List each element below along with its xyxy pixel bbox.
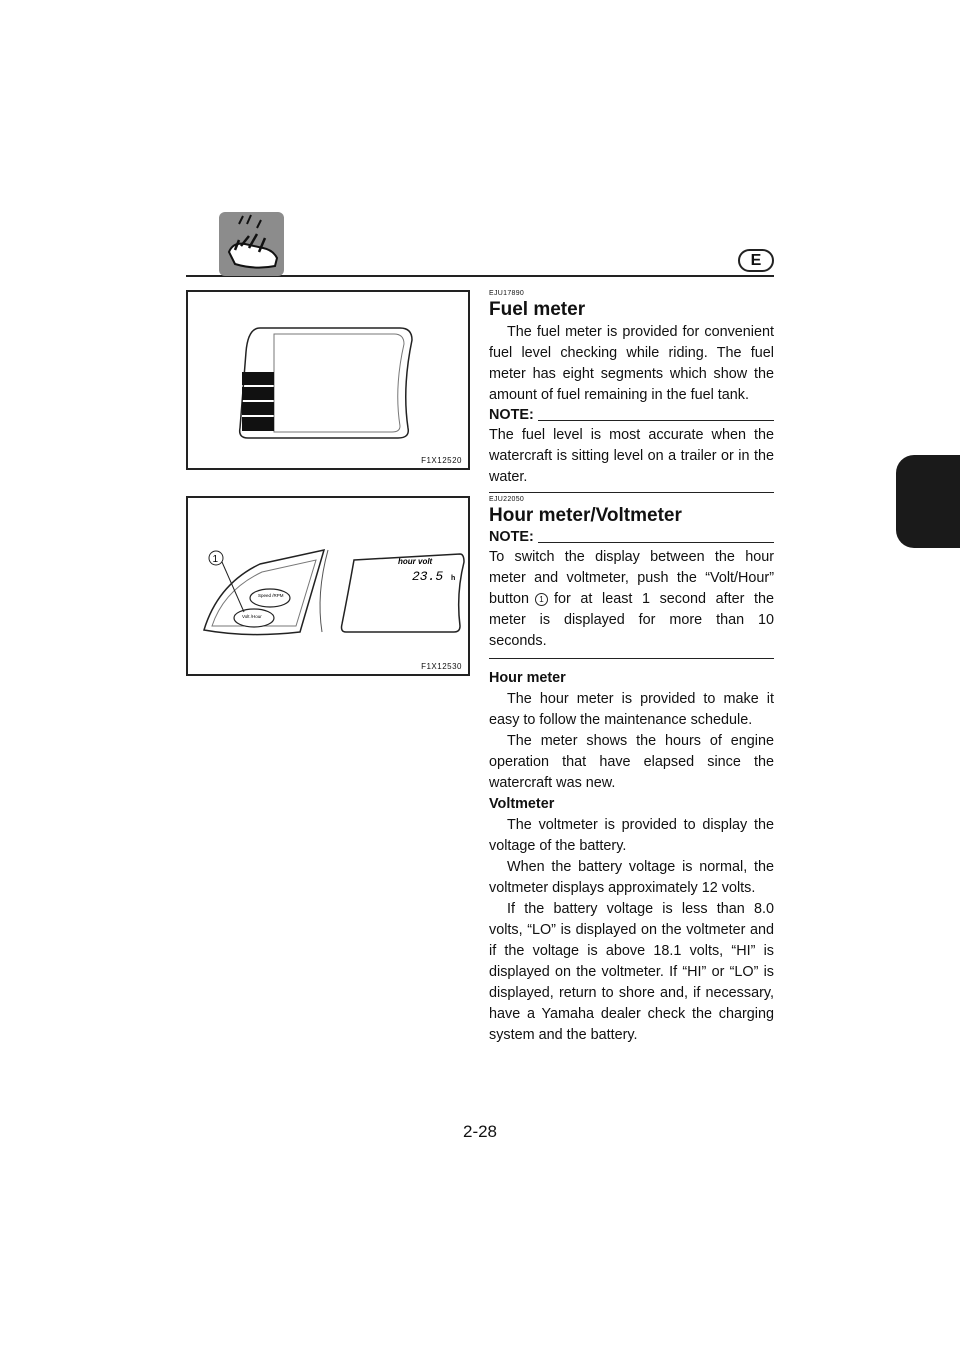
figure-code: F1X12520: [421, 456, 462, 465]
hour-volt-figure: [186, 496, 470, 676]
section-title: Hour meter/Voltmeter: [489, 505, 682, 526]
fuel-meter-illustration: [188, 292, 468, 468]
callout-number: 1: [212, 554, 219, 565]
body-paragraph: When the battery voltage is normal, the voltmeter displays approximately 12 volts.: [489, 859, 774, 896]
display-value: 23.5: [412, 569, 444, 584]
hour-volt-illustration: [188, 498, 468, 674]
body-paragraph: The fuel meter is provided for convenient fuel level checking while riding. The fuel meter has eight segments which show the amount of fuel remaining in the fuel tank.: [489, 324, 774, 403]
section-code: EJU17890: [489, 290, 525, 297]
note-end-rule: [489, 492, 774, 493]
note-text: To switch the display between the hour meter and voltmeter, push the “Volt/Hour” button 1 for at least 1 second after the meter is displayed for more than 10 seconds.: [489, 549, 774, 649]
callout-ref: 1: [535, 593, 548, 606]
display-unit: h: [451, 575, 456, 582]
note-label: NOTE:: [489, 529, 534, 545]
body-paragraph: The hour meter is provided to make it easy to follow the maintenance schedule.: [489, 691, 774, 728]
note-header: [489, 406, 774, 425]
section-code: EJU22050: [489, 496, 525, 503]
language-badge: E: [738, 249, 774, 272]
display-labels: hour volt: [398, 557, 433, 566]
fuel-segment: [242, 417, 274, 431]
voltmeter-heading: Voltmeter: [489, 796, 555, 812]
body-paragraph: The voltmeter is provided to display the voltage of the battery.: [489, 817, 774, 854]
section-title: Fuel meter: [489, 299, 586, 320]
note-label: NOTE:: [489, 407, 534, 423]
note-text: The fuel level is most accurate when the watercraft is sitting level on a trailer or in the water.: [489, 427, 774, 485]
fuel-segment: [242, 402, 274, 415]
note-header: [489, 528, 774, 547]
speed-rpm-button-label: Speed /RPM: [258, 593, 284, 598]
volt-hour-button-label: Volt /Hour: [242, 614, 262, 619]
figure-code: F1X12530: [421, 662, 462, 671]
body-paragraph: If the battery voltage is less than 8.0 volts, “LO” is displayed on the voltmeter and if the voltage is above 18.1 volts, “HI” is displayed on the voltmeter. If “HI” or “LO” is displayed, return to shore and, if necessary, have a Yamaha dealer check the charging system and the battery.: [489, 901, 774, 1043]
fuel-segment: [242, 372, 274, 385]
body-paragraph: The meter shows the hours of engine operation that have elapsed since the watercraft was new.: [489, 733, 774, 791]
fuel-meter-section: [489, 289, 774, 493]
chapter-tab: [896, 455, 960, 548]
note-end-rule: [489, 658, 774, 659]
watercraft-logo-icon: [219, 212, 284, 276]
hour-meter-heading: Hour meter: [489, 670, 566, 686]
fuel-segment: [242, 387, 274, 400]
fuel-meter-figure: [186, 290, 470, 470]
page-number: 2-28: [462, 1122, 498, 1141]
hour-voltmeter-section: [489, 495, 774, 1046]
